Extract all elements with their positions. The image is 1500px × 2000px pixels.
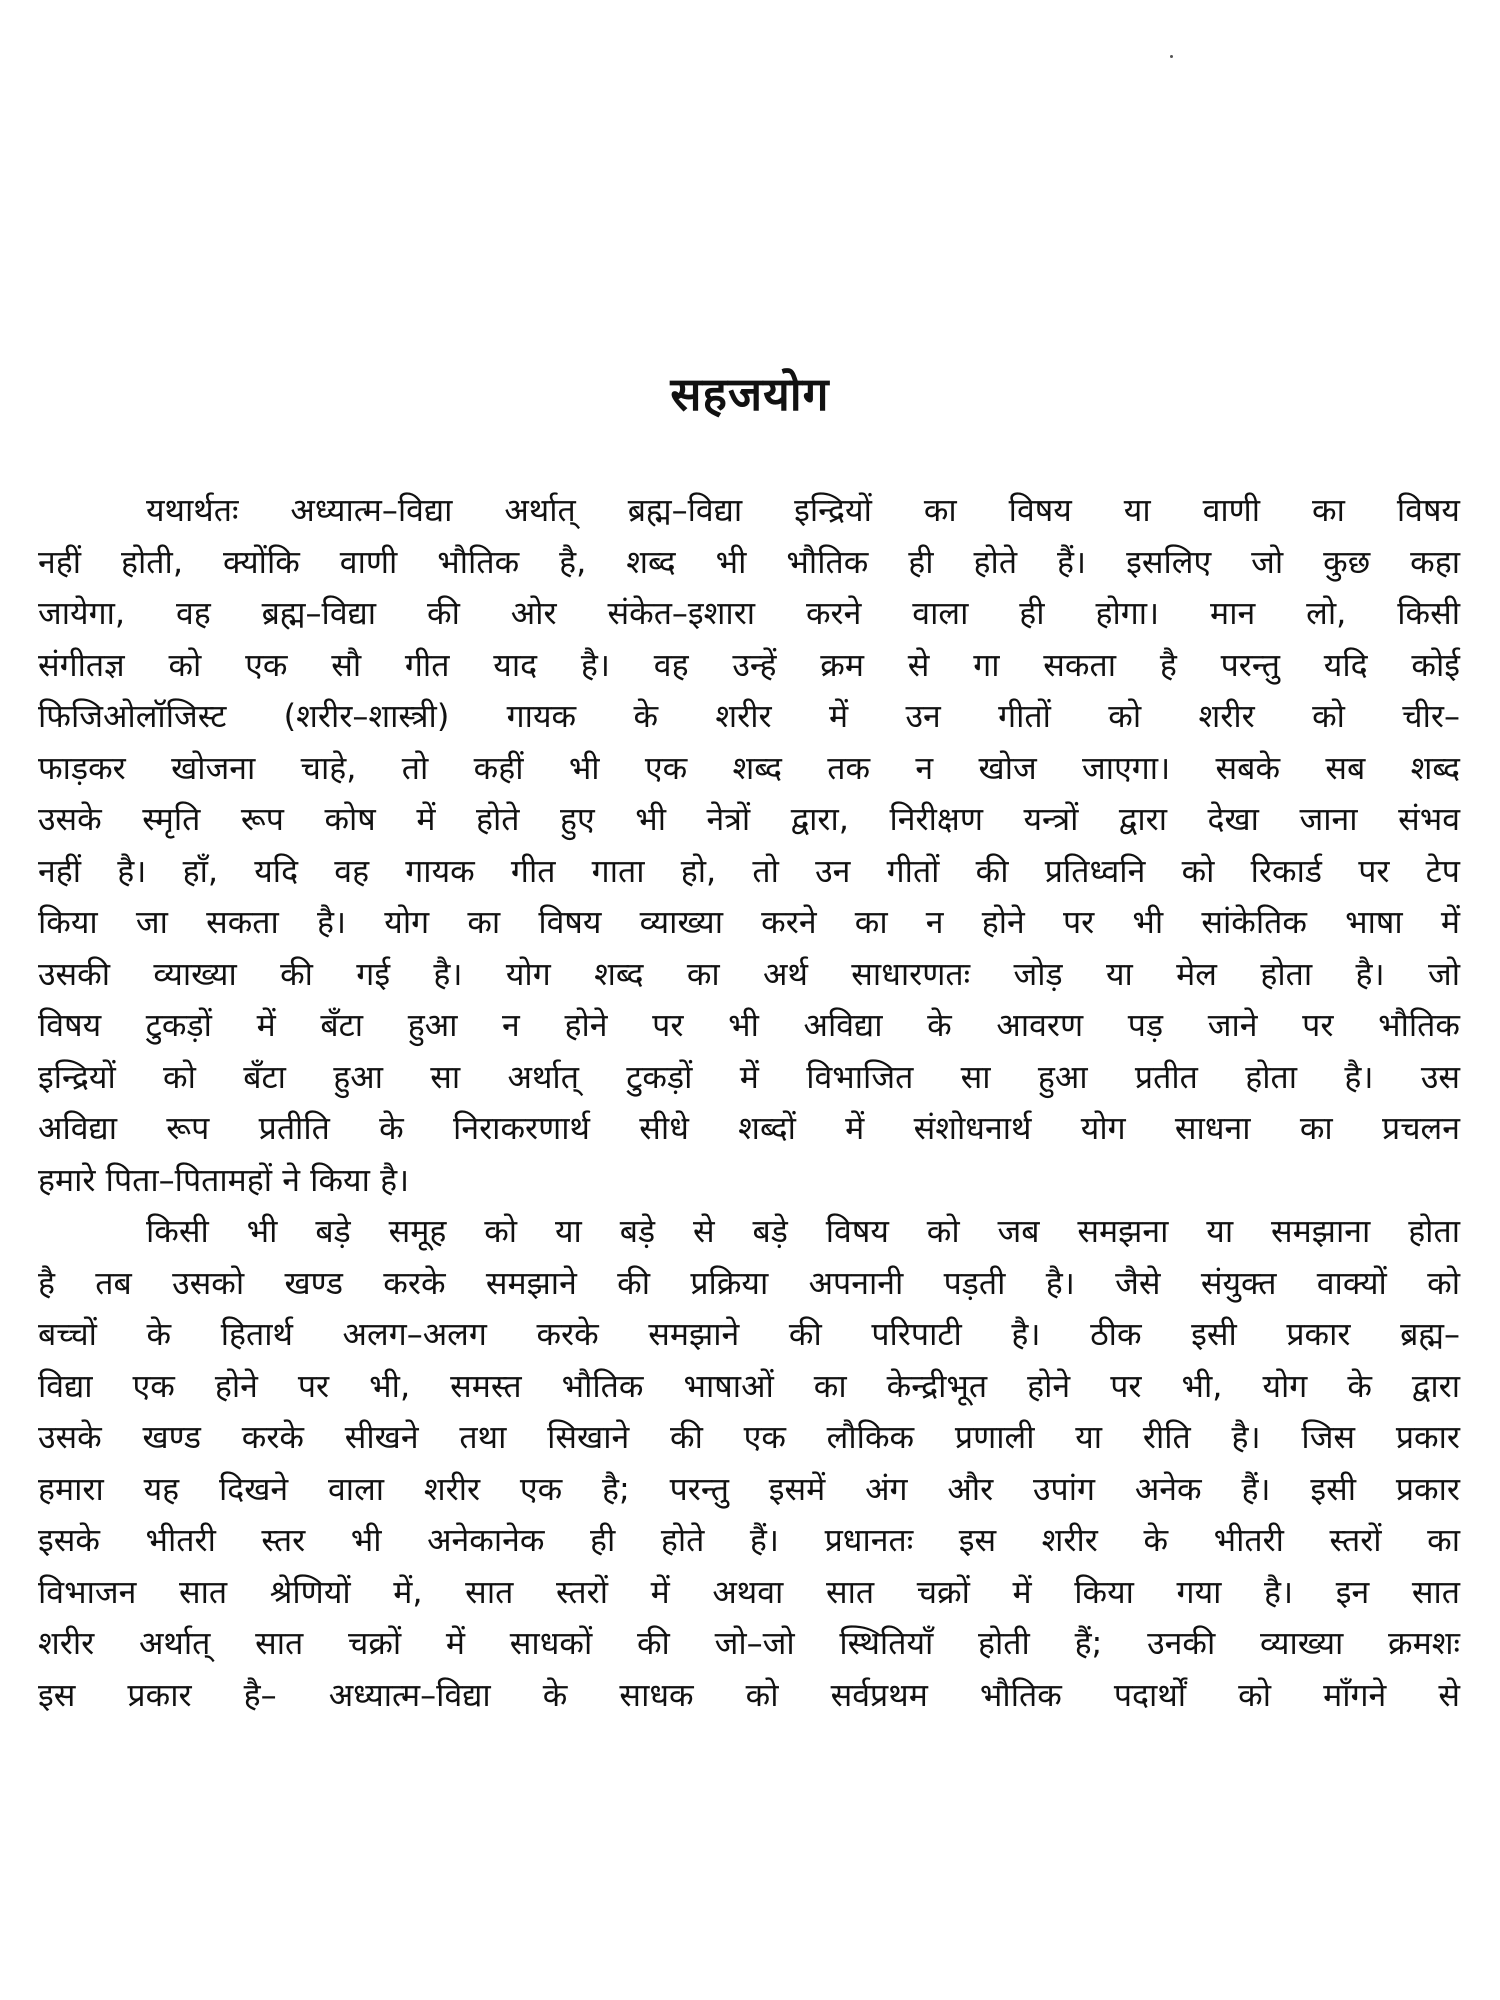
scan-speck <box>1170 55 1173 58</box>
text-line: विषय टुकड़ों में बँटा हुआ न होने पर भी अविद्या के आवरण पड़ जाने पर भौतिक <box>38 1006 1460 1044</box>
text-line: उसके स्मृति रूप कोष में होते हुए भी नेत्रों द्वारा, निरीक्षण यन्त्रों द्वारा देखा जाना संभव <box>38 800 1460 838</box>
text-line: फिजिओलॉजिस्ट (शरीर–शास्त्री) गायक के शरीर में उन गीतों को शरीर को चीर– <box>38 697 1460 735</box>
text-line: अविद्या रूप प्रतीति के निराकरणार्थ सीधे शब्दों में संशोधनार्थ योग साधना का प्रचलन <box>38 1109 1460 1147</box>
text-line: इसके भीतरी स्तर भी अनेकानेक ही होते हैं। प्रधानतः इस शरीर के भीतरी स्तरों का <box>38 1521 1460 1559</box>
text-line: इन्द्रियों को बँटा हुआ सा अर्थात् टुकड़ों में विभाजित सा हुआ प्रतीत होता है। उस <box>38 1057 1460 1096</box>
text-line: उसकी व्याख्या की गई है। योग शब्द का अर्थ साधारणतः जोड़ या मेल होता है। जो <box>38 954 1460 993</box>
text-line: उसके खण्ड करके सीखने तथा सिखाने की एक लौकिक प्रणाली या रीति है। जिस प्रकार <box>38 1418 1460 1456</box>
text-line: शरीर अर्थात् सात चक्रों में साधकों की जो–जो स्थितियाँ होती हैं; उनकी व्याख्या क्रमशः <box>38 1624 1460 1662</box>
text-line: जायेगा, वह ब्रह्म–विद्या की ओर संकेत–इशारा करने वाला ही होगा। मान लो, किसी <box>38 594 1460 632</box>
text-line: विद्या एक होने पर भी, समस्त भौतिक भाषाओं का केन्द्रीभूत होने पर भी, योग के द्वारा <box>38 1366 1460 1405</box>
text-line: किसी भी बड़े समूह को या बड़े से बड़े विषय को जब समझना या समझाना होता <box>146 1212 1460 1250</box>
text-line: बच्चों के हितार्थ अलग–अलग करके समझाने की परिपाटी है। ठीक इसी प्रकार ब्रह्म– <box>38 1315 1460 1353</box>
text-line: इस प्रकार है– अध्यात्म–विद्या के साधक को सर्वप्रथम भौतिक पदार्थों को माँगने से <box>38 1675 1460 1714</box>
text-line: संगीतज्ञ को एक सौ गीत याद है। वह उन्हें क्रम से गा सकता है परन्तु यदि कोई <box>38 645 1460 684</box>
text-line: यथार्थतः अध्यात्म–विद्या अर्थात् ब्रह्म–विद्या इन्द्रियों का विषय या वाणी का विषय <box>146 491 1460 529</box>
paragraph-2 <box>38 1206 1460 1721</box>
paragraph-1 <box>38 485 1460 1206</box>
text-line: किया जा सकता है। योग का विषय व्याख्या करने का न होने पर भी सांकेतिक भाषा में <box>38 903 1460 941</box>
page-title: सहजयोग <box>670 367 830 421</box>
text-line: विभाजन सात श्रेणियों में, सात स्तरों में अथवा सात चक्रों में किया गया है। इन सात <box>38 1572 1460 1611</box>
text-line: नहीं है। हाँ, यदि वह गायक गीत गाता हो, तो उन गीतों की प्रतिध्वनि को रिकार्ड पर टेप <box>38 851 1460 890</box>
text-line: हमारा यह दिखने वाला शरीर एक है; परन्तु इसमें अंग और उपांग अनेक हैं। इसी प्रकार <box>38 1469 1460 1508</box>
body-text <box>38 485 1460 1721</box>
text-line: फाड़कर खोजना चाहे, तो कहीं भी एक शब्द तक न खोज जाएगा। सबके सब शब्द <box>38 748 1460 787</box>
text-line: नहीं होती, क्योंकि वाणी भौतिक है, शब्द भी भौतिक ही होते हैं। इसलिए जो कुछ कहा <box>38 542 1460 581</box>
text-line: है तब उसको खण्ड करके समझाने की प्रक्रिया अपनानी पड़ती है। जैसे संयुक्त वाक्यों को <box>38 1263 1460 1302</box>
text-line: हमारे पिता–पितामहों ने किया है। <box>38 1160 410 1199</box>
